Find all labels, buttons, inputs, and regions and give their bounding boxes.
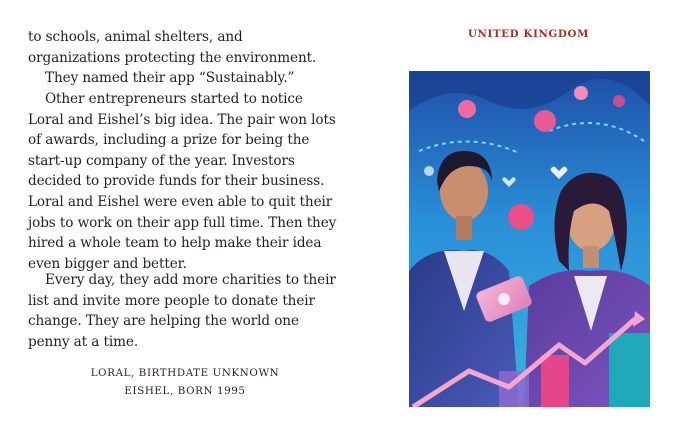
paragraph-3: Other entrepreneurs started to notice Loral and Eishel’s big idea. The pair won lots of awards, including a prize for being the start-up company of the year. Investors decided to provide funds for their business. Loral and Eishel were even able to quit their jobs to work on their app full time. Then they hired a whole team to help make their idea even bigger and better. xyxy=(28,91,337,272)
paragraph-2: They named their app “Sustainably.” xyxy=(45,70,295,86)
caption-loral: LORAL, BIRTHDATE UNKNOWN xyxy=(90,367,280,379)
right-page xyxy=(350,0,700,438)
caption-eishel: EISHEL, BORN 1995 xyxy=(124,385,246,397)
portrait-illustration xyxy=(409,71,650,407)
country-heading: UNITED KINGDOM xyxy=(467,28,590,40)
paragraph-1: to schools, animal shelters, and organizations protecting the environment. xyxy=(28,29,317,66)
paragraph-4: Every day, they add more charities to their list and invite more people to donate their change. They are helping the world one penny at a time. xyxy=(28,272,336,350)
